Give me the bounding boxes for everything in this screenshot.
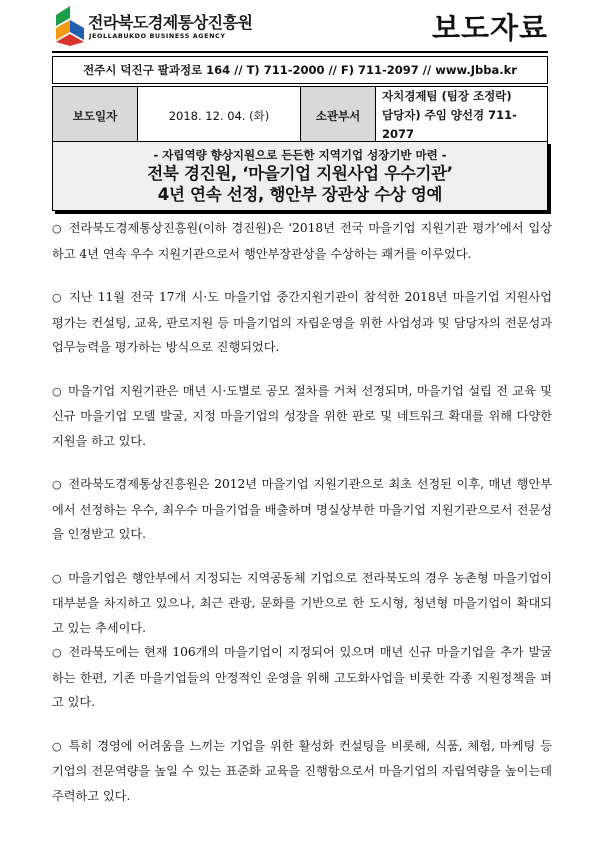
article-body [52, 216, 552, 827]
paragraph: ○ 전라북도에는 현재 106개의 마을기업이 지정되어 있으며 매년 신규 마을기업을 추가 발굴하는 한편, 기존 마을기업들의 안정적인 운영을 위해 고도화사업을 비롯한 각종 지원정책을 펴고 있다. [52, 645, 552, 709]
agency-logo-icon [56, 6, 84, 46]
header-divider [52, 51, 548, 53]
paragraph: ○ 전라북도경제통상진흥원(이하 경진원)은 ‘2018년 전국 마을기업 지원기관 평가’에서 입상하고 4년 연속 우수 지원기관으로서 행안부장관상을 수상하는 쾌거를 이루었다. [52, 221, 552, 261]
bullet-icon: ○ [52, 571, 63, 585]
bullet-icon: ○ [52, 739, 63, 753]
paragraph: ○ 마을기업은 행안부에서 지정되는 지역공동체 기업으로 전라북도의 경우 농촌형 마을기업이 대부분을 차지하고 있으나, 최근 관광, 문화를 기반으로 한 도시형, 청년형 마을기업이 확대되고 있는 추세이다. [52, 570, 552, 635]
bullet-icon: ○ [52, 646, 63, 659]
date-label: 보도일자 [53, 87, 138, 145]
contact-line: 전주시 덕진구 팔과정로 164 // T) 711-2000 // F) 711-2097 // www.Jbba.kr [83, 63, 517, 77]
org-name-en: JEOLLABUKDO BUSINESS AGENCY [89, 32, 226, 40]
bullet-icon: ○ [52, 291, 63, 304]
org-name: 전라북도경제통상진흥원 [88, 13, 253, 32]
paragraph: ○ 마을기업 지원기관은 매년 시·도별로 공모 절차를 거쳐 선정되며, 마을기업 설립 전 교육 및 신규 마을기업 모델 발굴, 지정 마을기업의 성장을 위한 판로 및 네트워크 확대를 위해 다양한 지원을 하고 있다. [52, 383, 552, 448]
bullet-icon: ○ [52, 384, 63, 398]
doc-type-title: 보도자료 [431, 11, 548, 45]
paragraph: ○ 전라북도경제통상진흥원은 2012년 마을기업 지원기관으로 최초 선정된 이후, 매년 행안부에서 선정하는 우수, 최우수 마을기업을 배출하며 명실상부한 마을기업 지원기관으로서 전문성을 인정받고 있다. [52, 477, 552, 541]
dept-value [376, 87, 548, 145]
paragraph: ○ 지난 11월 전국 17개 시·도 마을기업 중간지원기관이 참석한 2018년 마을기업 지원사업 평가는 컨설팅, 교육, 판로지원 등 마을기업의 자립운영을 위한 사업성과 및 담당자의 전문성과 업무능력을 평가하는 방식으로 진행되었다. [52, 290, 552, 354]
headline-subtitle: - 자립역량 향상지원으로 든든한 지역기업 성장기반 마련 - [153, 148, 447, 162]
headline-line-1: 전북 경진원, ‘마을기업 지원사업 우수기관’ [147, 164, 453, 183]
dept-line-1: 자치경제팀 (팀장 조정락) [382, 89, 512, 103]
paragraph: ○ 특히 경영에 어려움을 느끼는 기업을 위한 활성화 컨설팅을 비롯해, 식품, 체험, 마케팅 등 기업의 전문역량을 높일 수 있는 표준화 교육을 진행함으로서 마을기업의 자립역량을 높이는데 주력하고 있다. [52, 738, 552, 803]
contact-bar [52, 56, 548, 84]
dept-label: 소관부서 [301, 87, 376, 145]
date-value: 2018. 12. 04. (화) [138, 87, 301, 145]
headline-line-2: 4년 연속 선정, 행안부 장관상 수상 영예 [157, 185, 443, 204]
meta-table [52, 86, 548, 145]
dept-line-2: 담당자) 주임 양선경 711-2077 [382, 108, 517, 141]
bullet-icon: ○ [52, 478, 63, 491]
bullet-icon: ○ [52, 222, 63, 235]
headline-box [52, 141, 548, 211]
